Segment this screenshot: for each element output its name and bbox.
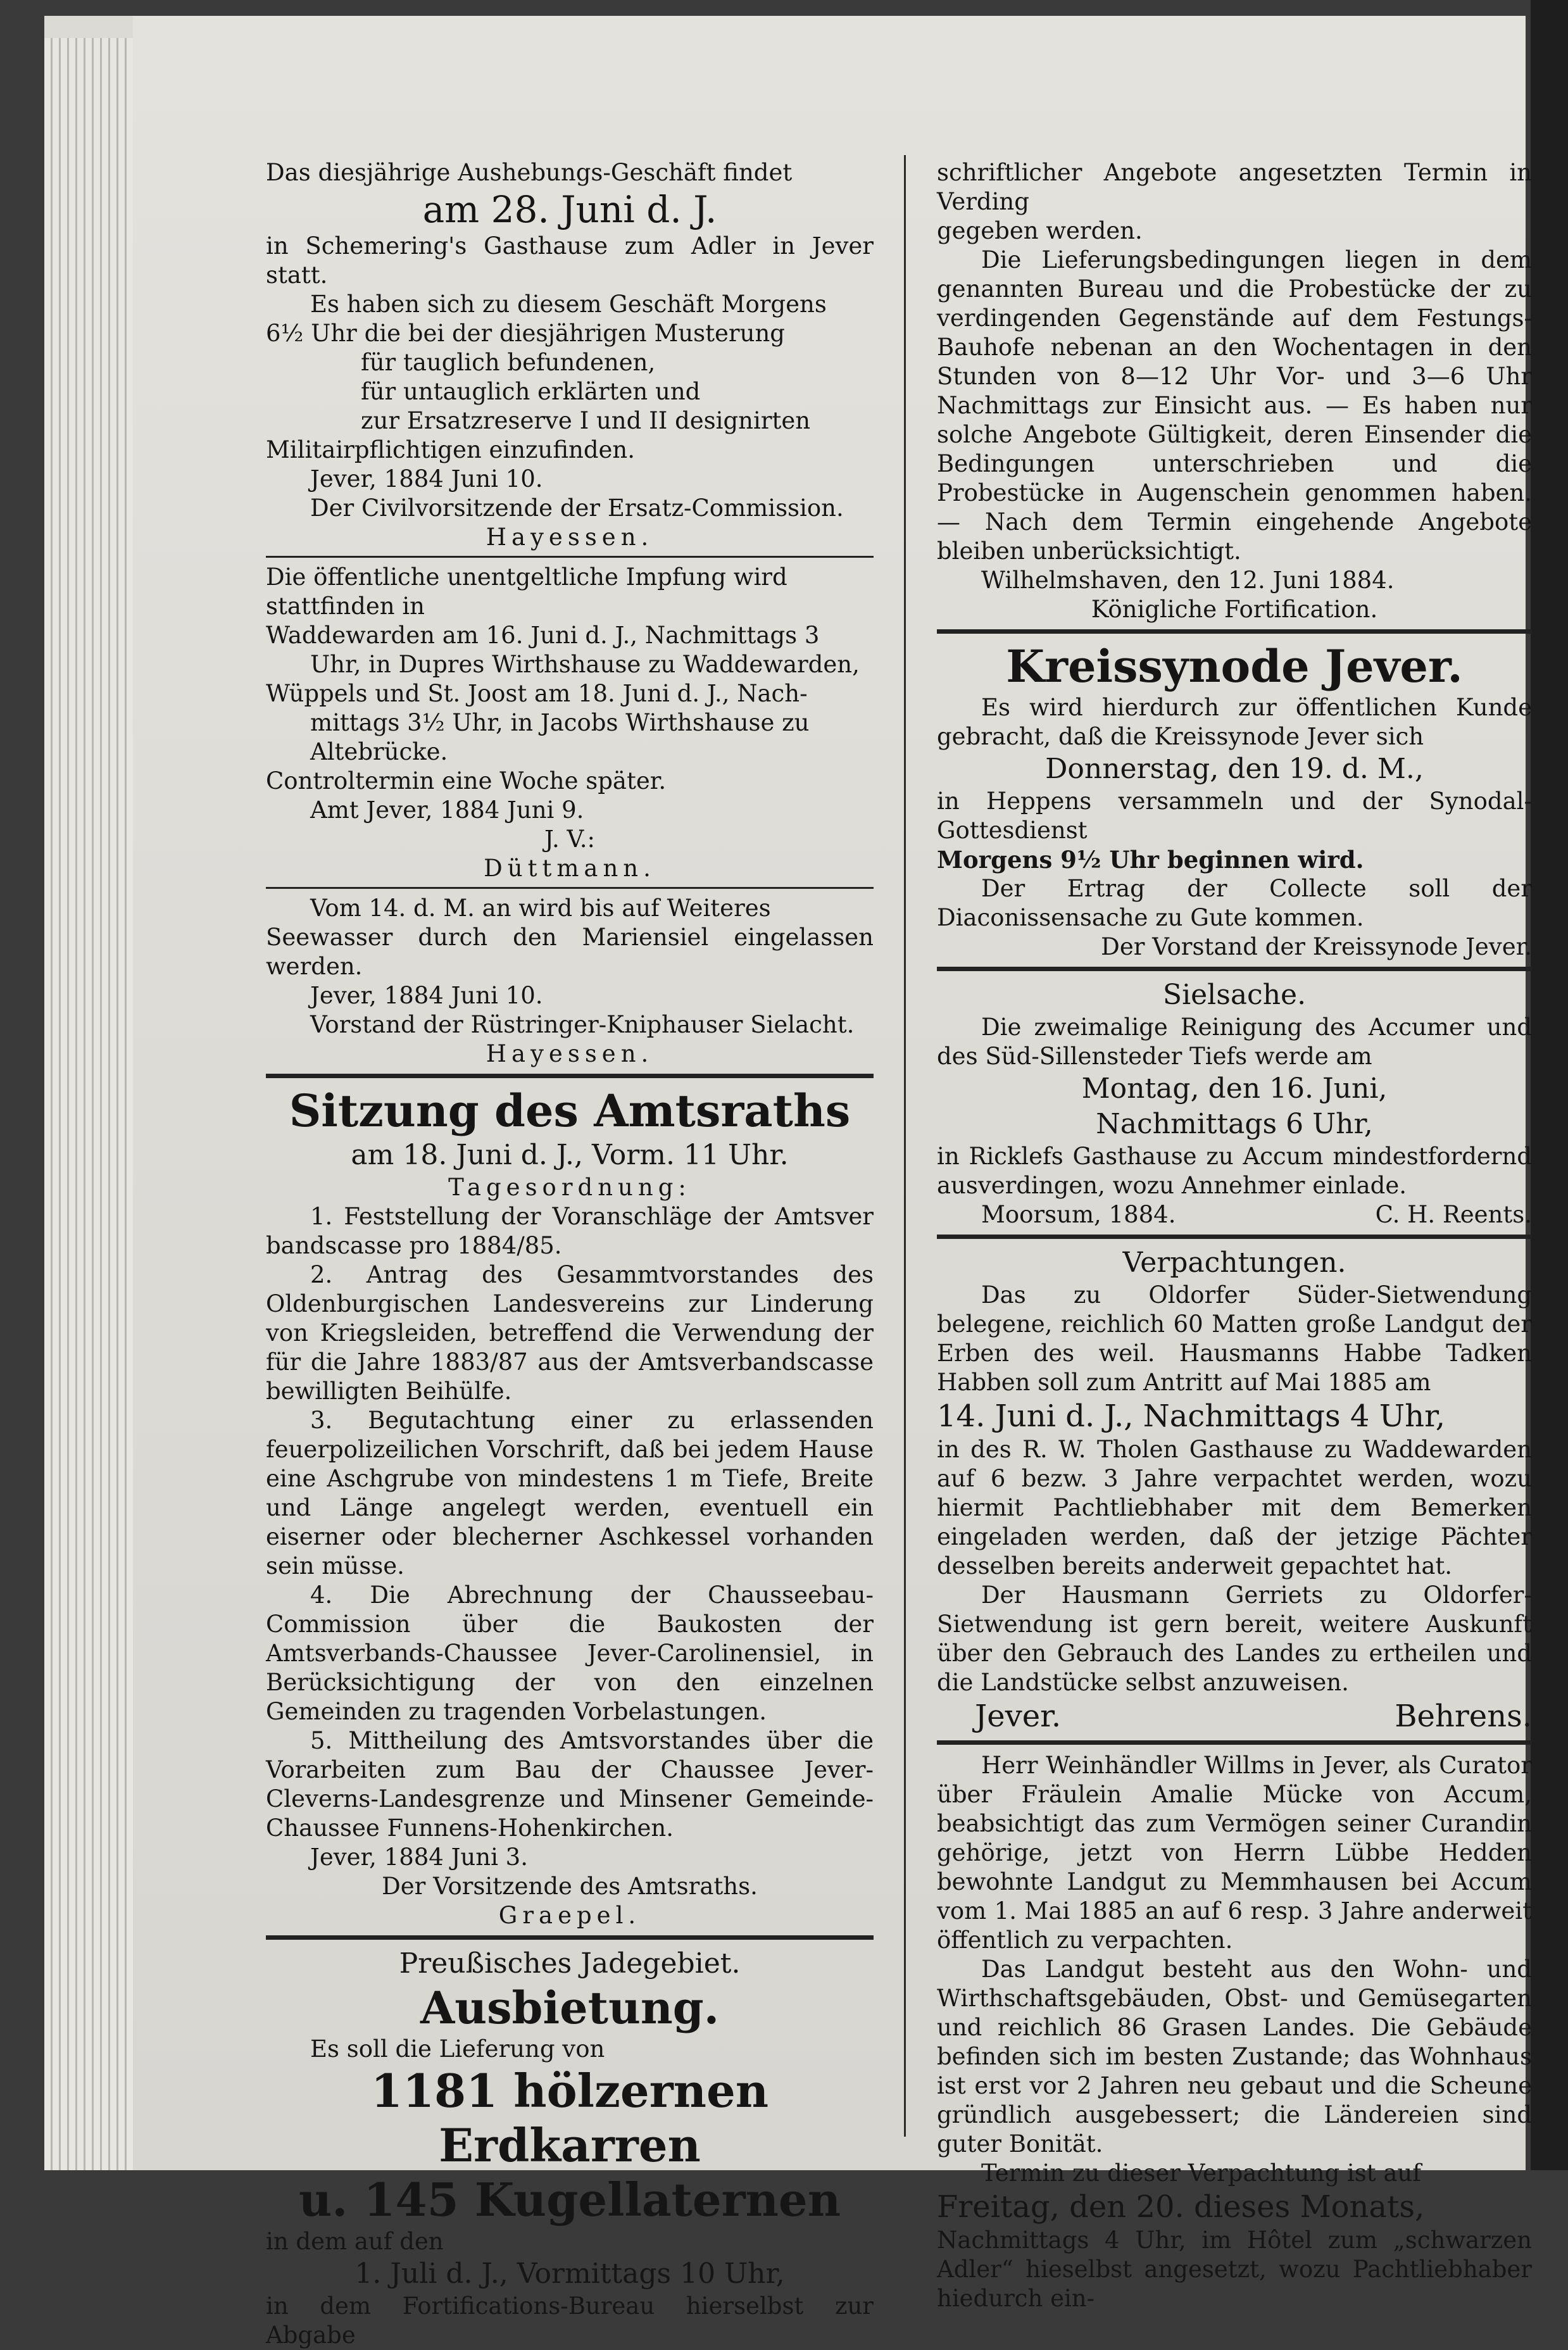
signature: Behrens. <box>1395 1699 1532 1734</box>
notice-landgut <box>937 1751 1532 2313</box>
signature: C. H. Reents. <box>1375 1201 1532 1228</box>
agenda-heading: Tagesordnung: <box>448 1174 691 1201</box>
text-line: Jever, 1884 Juni 10. <box>310 982 543 1009</box>
section-heading: Preußisches Jadegebiet. <box>399 1947 741 1980</box>
text-line: Seewasser durch den Mariensiel eingelassen werden. <box>266 924 874 980</box>
text-line: in dem Fortifications-Bureau hierselbst zur Abgabe <box>266 2292 874 2349</box>
signature: Hayessen. <box>486 524 654 551</box>
item-heading: 1181 hölzernen Erdkarren <box>370 2064 769 2172</box>
separator-rule <box>937 629 1532 634</box>
place: Jever. <box>975 1699 1062 1734</box>
paragraph: Das zu Oldorfer Süder-Sietwendung belegene, reichlich 60 Matten große Landgut der Erben des weil. Hausmanns Habbe Tadken Habben soll zum Antritt auf Mai 1885 am <box>937 1281 1532 1396</box>
text-line: 6½ Uhr die bei der diesjährigen Musterung <box>266 320 785 347</box>
item-heading: u. 145 Kugellaternen <box>298 2173 841 2227</box>
separator-rule <box>266 1074 874 1078</box>
text-line: Controltermin eine Woche später. <box>266 767 667 795</box>
text-line: J. V.: <box>544 826 595 853</box>
paragraph: Die Lieferungsbedingungen liegen in dem genannten Bureau und die Probestücke der zu verdingenden Gegenstände auf dem Festungs-Bauhofe nebenan an den Wochentagen in den Stunden von 8—12 Uhr Vor- und 3—6 Uhr Nachmittags zur Einsicht aus. — Es haben nur solche Angebote Gültigkeit, deren Einsender die Bedingungen unterschrieben und die Probestücke in Augenschein genommen haben. — Nach dem Termin eingehende Angebote bleiben unberücksichtigt. <box>937 246 1532 565</box>
notice-title: Sitzung des Amtsraths <box>289 1084 851 1137</box>
text-line: Uhr, in Dupres Wirthshause zu Waddewarden, <box>310 651 860 678</box>
column-divider <box>904 155 906 2137</box>
paragraph: in des R. W. Tholen Gasthause zu Waddewarden auf 6 bezw. 3 Jahre verpachtet werden, wozu hiermit Pachtliebhaber mit dem Bemerken eingeladen werden, daß der jetzige Pächter desselben bereits anderweit gepachtet hat. <box>937 1436 1532 1580</box>
place-date: Moorsum, 1884. <box>981 1201 1176 1228</box>
notice-sielsache <box>937 977 1532 1229</box>
notice-amtsrath <box>266 1084 874 1930</box>
text-line: in dem auf den <box>266 2228 444 2255</box>
text-line: zur Ersatzreserve I und II designirten <box>361 407 811 434</box>
separator-rule <box>266 1935 874 1940</box>
paragraph: Der Hausmann Gerriets zu Oldorfer-Sietwendung ist gern bereit, weitere Auskunft über den Gebrauch des Landes zu ertheilen und die Landstücke selbst anzuweisen. <box>937 1581 1532 1696</box>
paragraph: Herr Weinhändler Willms in Jever, als Curator über Fräulein Amalie Mücke von Accum, beabsichtigt das zum Vermögen seiner Curandin gehörige, jetzt von Herrn Lübbe Hedden bewohnte Landgut zu Memmhausen bei Accum vom 1. Mai 1885 an auf 6 resp. 3 Jahre anderweit öffentlich zu verpachten. <box>937 1752 1532 1954</box>
text-line: für tauglich befundenen, <box>361 349 656 376</box>
date-heading: Freitag, den 20. dieses Monats, <box>937 2189 1425 2225</box>
notice-kreissynode <box>937 640 1532 962</box>
text-line: Die öffentliche unentgeltliche Impfung wird <box>266 563 787 591</box>
text-line: schriftlicher Angebote angesetzten Termin in Verding <box>937 159 1532 215</box>
text-line: Militairpflichtigen einzufinden. <box>266 436 636 463</box>
text-line: Es haben sich zu diesem Geschäft Morgens <box>310 291 827 318</box>
paragraph: in Ricklefs Gasthause zu Accum mindestfordernd ausverdingen, wozu Annehmer einlade. <box>937 1143 1532 1199</box>
text-line: Morgens 9½ Uhr beginnen wird. <box>937 846 1364 874</box>
date-heading: Nachmittags 6 Uhr, <box>1096 1108 1373 1140</box>
page-stack-edges <box>44 38 139 2170</box>
text-line: mittags 3½ Uhr, in Jacobs Wirthshause zu <box>310 709 810 736</box>
signature: Königliche Fortification. <box>1091 596 1378 623</box>
notice-ausbietung-cont <box>937 158 1532 624</box>
signature: Der Vorstand der Kreissynode Jever. <box>1101 933 1532 960</box>
separator-rule <box>937 1740 1532 1745</box>
date-heading: am 18. Juni d. J., Vorm. 11 Uhr. <box>351 1139 789 1171</box>
text-line: Der Vorsitzende des Amtsraths. <box>382 1873 758 1900</box>
separator-rule <box>937 1235 1532 1239</box>
notice-verpachtungen <box>937 1245 1532 1735</box>
text-line: Wüppels und St. Joost am 18. Juni d. J., Nach- <box>266 680 808 707</box>
signature: Graepel. <box>498 1902 641 1929</box>
separator-rule <box>937 967 1532 971</box>
paragraph: Die zweimalige Reinigung des Accumer und des Süd-Sillensteder Tiefs werde am <box>937 1014 1532 1070</box>
notice-impfung <box>266 563 874 883</box>
text-line: Vom 14. d. M. an wird bis auf Weiteres <box>310 895 771 922</box>
text-line: für untauglich erklärten und <box>361 378 701 405</box>
agenda-item: 3. Begutachtung einer zu erlassenden feuerpolizeilichen Vorschrift, daß bei jedem Hause eine Aschgrube von mindestens 1 m Tiefe, Breite und Länge angelegt werden, eventuell ein eiserner oder blecherner Aschkessel vorhanden sein müsse. <box>266 1407 874 1580</box>
paragraph: Das Landgut besteht aus den Wohn- und Wirthschaftsgebäuden, Obst- und Gemüsegarten und reichlich 86 Grasen Landes. Die Gebäude befinden sich im besten Zustande; das Wohnhaus ist erst vor 2 Jahren neu gebaut und die Scheune gründlich ausgebessert; die Ländereien sind guter Bonität. <box>937 1956 1532 2158</box>
paragraph: Der Ertrag der Collecte soll der Diaconissensache zu Gute kommen. <box>937 875 1532 931</box>
agenda-item: 5. Mittheilung des Amtsvorstandes über die Vorarbeiten zum Bau der Chaussee Jever-Cleverns-Landesgrenze und Minsener Gemeinde-Chaussee Funnens-Hohenkirchen. <box>266 1727 874 1842</box>
separator-rule <box>266 887 874 889</box>
signature: Düttmann. <box>484 855 656 882</box>
text-line: Altebrücke. <box>310 738 448 765</box>
notice-title: Sielsache. <box>1162 979 1307 1011</box>
separator-rule <box>266 556 874 558</box>
scan-dark-margin <box>1531 0 1568 2170</box>
text-line: Jever, 1884 Juni 3. <box>310 1844 528 1871</box>
notice-title: Verpachtungen. <box>1122 1247 1346 1279</box>
agenda-item: 1. Feststellung der Voranschläge der Amtsver bandscasse pro 1884/85. <box>266 1203 874 1259</box>
signature-row <box>937 1697 1532 1735</box>
text-line: Nachmittags 4 Uhr, im Hôtel zum „schwarzen Adler“ hieselbst angesetzt, wozu Pachtliebhaber hiedurch ein- <box>937 2227 1532 2312</box>
text-line: in Schemering's Gasthause zum Adler in Jever statt. <box>266 232 874 289</box>
text-line: Termin zu dieser Verpachtung ist auf <box>981 2159 1421 2187</box>
notice-aushebung <box>266 158 874 552</box>
signature-row <box>937 1200 1532 1229</box>
notice-title: Ausbietung. <box>420 1982 720 2034</box>
text-line: Der Civilvorsitzende der Ersatz-Commission. <box>310 494 844 522</box>
notice-seewasser <box>266 894 874 1069</box>
date-heading: am 28. Juni d. J. <box>422 188 717 231</box>
date-heading: Donnerstag, den 19. d. M., <box>1045 753 1424 785</box>
text-line: in Heppens versammeln und der Synodal-Gottesdienst <box>937 788 1532 844</box>
notice-ausbietung <box>266 1946 874 2350</box>
left-column <box>266 158 874 2350</box>
notice-title: Kreissynode Jever. <box>1006 640 1463 693</box>
date-heading: 14. Juni d. J., Nachmittags 4 Uhr, <box>937 1398 1445 1434</box>
agenda-item: 2. Antrag des Gesammtvorstandes des Oldenburgischen Landesvereins zur Linderung von Kriegsleiden, betreffend die Verwendung der für die Jahre 1883/87 aus der Amtsverbandscasse bewilligten Beihülfe. <box>266 1261 874 1405</box>
text-line: Es soll die Lieferung von <box>310 2035 605 2063</box>
text-line: gegeben werden. <box>937 217 1143 244</box>
text-line: Das diesjährige Aushebungs-Geschäft findet <box>266 159 793 186</box>
text-line: stattfinden in <box>266 593 425 620</box>
date-heading: 1. Juli d. J., Vormittags 10 Uhr, <box>354 2258 785 2290</box>
date-heading: Montag, den 16. Juni, <box>1081 1072 1388 1105</box>
agenda-item: 4. Die Abrechnung der Chausseebau-Commission über die Baukosten der Amtsverbands-Chaussee Jever-Carolinensiel, in Berücksichtigung der von den einzelnen Gemeinden zu tragenden Vorbelastungen. <box>266 1581 874 1725</box>
text-line: Wilhelmshaven, den 12. Juni 1884. <box>981 567 1395 594</box>
text-line: Vorstand der Rüstringer-Kniphauser Sielacht. <box>310 1011 855 1038</box>
right-column <box>937 158 1532 2313</box>
text-line: Waddewarden am 16. Juni d. J., Nachmittags 3 <box>266 622 820 649</box>
paragraph: Es wird hierdurch zur öffentlichen Kunde gebracht, daß die Kreissynode Jever sich <box>937 694 1532 750</box>
text-line: Amt Jever, 1884 Juni 9. <box>310 796 584 824</box>
signature: Hayessen. <box>486 1040 654 1067</box>
text-line: Jever, 1884 Juni 10. <box>310 465 543 493</box>
